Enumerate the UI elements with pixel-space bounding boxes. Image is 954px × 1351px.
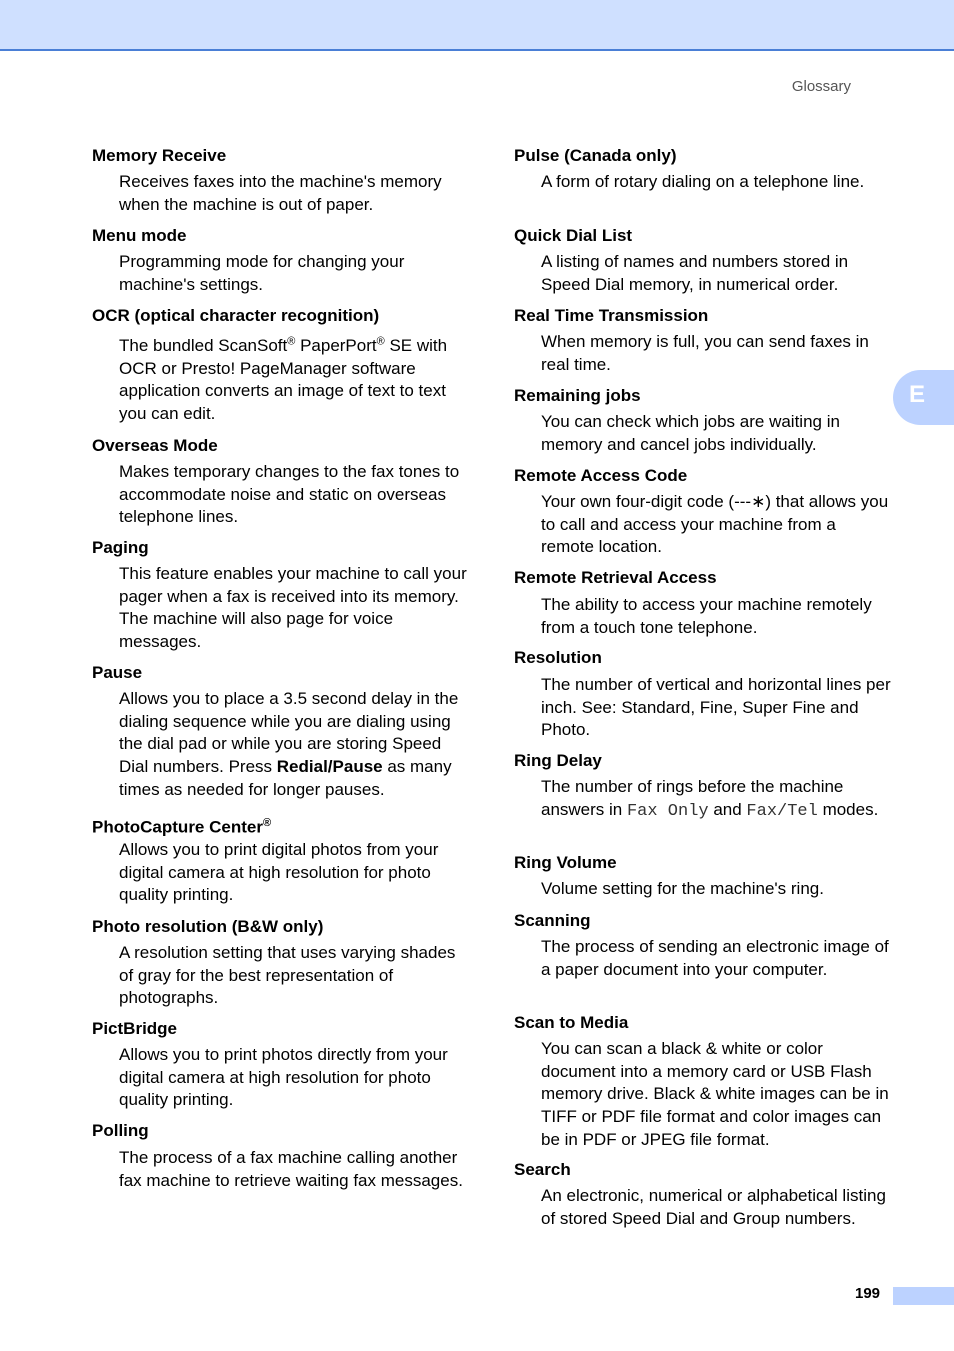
key-label-redial-pause: Redial/Pause: [276, 757, 383, 777]
glossary-term: Paging: [92, 538, 149, 557]
glossary-term: Memory Receive: [92, 146, 227, 165]
chapter-tab: [893, 370, 954, 425]
definition-text: PaperPort: [295, 336, 377, 355]
registered-mark: ®: [262, 817, 272, 829]
glossary-term: Ring Delay: [514, 751, 602, 770]
glossary-definition: The process of a fax machine calling another fax machine to retrieve waiting fax messages.: [119, 1148, 463, 1190]
definition-text: SE with OCR or Presto! PageManager software application converts an image of text to text you can edit.: [119, 336, 448, 424]
glossary-term: Pulse (Canada only): [514, 146, 677, 165]
registered-mark: ®: [376, 335, 385, 348]
glossary-definition: A form of rotary dialing on a telephone line.: [541, 172, 865, 191]
chapter-tab-letter: E: [909, 381, 926, 408]
glossary-term: OCR (optical character recognition): [92, 306, 380, 325]
section-header-label: Glossary: [791, 78, 851, 95]
top-header-band: [0, 0, 954, 51]
glossary-term: Scan to Media: [514, 1013, 629, 1032]
glossary-term: Search: [514, 1160, 571, 1179]
glossary-term: Polling: [92, 1121, 149, 1140]
glossary-definition: Programming mode for changing your machine's settings.: [119, 252, 405, 294]
glossary-term: Quick Dial List: [514, 226, 633, 245]
glossary-term: PictBridge: [92, 1019, 178, 1038]
definition-text: Allows you to place a 3.5 second delay in the dialing sequence while you are dialing using the dial pad or while you are storing Speed Dial numbers. Press: [119, 689, 459, 777]
glossary-definition: A resolution setting that uses varying shades of gray for the best representation of photographs.: [119, 943, 456, 1008]
glossary-definition: You can scan a black & white or color document into a memory card or USB Flash memory drive. Black & white images can be in TIFF or PDF file format and color images can be in PDF or JPEG file format.: [541, 1039, 889, 1149]
page-number: 199: [855, 1285, 881, 1302]
glossary-definition: When memory is full, you can send faxes in real time.: [541, 332, 869, 374]
glossary-term: Ring Volume: [514, 853, 617, 872]
glossary-definition: [119, 688, 469, 802]
glossary-definition: Allows you to print photos directly from your digital camera at high resolution for photo quality printing.: [119, 1045, 448, 1110]
glossary-term: Resolution: [514, 648, 602, 667]
term-text: PhotoCapture Center: [92, 817, 263, 837]
glossary-definition: Your own four-digit code (---∗) that allows you to call and access your machine from a remote location.: [541, 492, 889, 557]
definition-text: modes.: [817, 799, 879, 819]
glossary-term: [92, 813, 271, 838]
glossary-definition: [119, 335, 469, 426]
mode-fax-tel: Fax/Tel: [746, 801, 818, 821]
definition-text: and: [708, 799, 747, 819]
glossary-term: Menu mode: [92, 226, 187, 245]
glossary-definition: An electronic, numerical or alphabetical listing of stored Speed Dial and Group numbers.: [541, 1186, 886, 1228]
glossary-term: Remote Access Code: [514, 466, 688, 485]
glossary-definition: Volume setting for the machine's ring.: [541, 879, 824, 898]
registered-mark: ®: [287, 335, 296, 348]
glossary-term: Remote Retrieval Access: [514, 568, 717, 587]
glossary-definition: The ability to access your machine remotely from a touch tone telephone.: [541, 595, 872, 637]
glossary-term: Real Time Transmission: [514, 306, 709, 325]
glossary-term: Overseas Mode: [92, 436, 218, 455]
glossary-definition: You can check which jobs are waiting in memory and cancel jobs individually.: [541, 412, 840, 454]
definition-text: The number of rings before the machine answers in: [541, 777, 844, 819]
glossary-definition: This feature enables your machine to call your pager when a fax is received into its memory. The machine will also page for voice messages.: [119, 564, 467, 652]
page-number-bar: [893, 1287, 954, 1305]
glossary-term: Photo resolution (B&W only): [92, 917, 324, 936]
glossary-term: Remaining jobs: [514, 386, 641, 405]
mode-fax-only: Fax Only: [626, 801, 709, 821]
glossary-definition: A listing of names and numbers stored in Speed Dial memory, in numerical order.: [541, 252, 849, 294]
glossary-term: Pause: [92, 663, 143, 682]
glossary-definition: The number of vertical and horizontal lines per inch. See: Standard, Fine, Super Fine and Photo.: [541, 675, 891, 740]
glossary-definition: [541, 776, 891, 823]
definition-text: as many times as needed for longer pauses.: [119, 757, 452, 799]
glossary-definition: Allows you to print digital photos from your digital camera at high resolution for photo quality printing.: [119, 840, 439, 905]
glossary-definition: Receives faxes into the machine's memory when the machine is out of paper.: [119, 172, 442, 214]
definition-text: The bundled ScanSoft: [119, 336, 288, 355]
glossary-definition: Makes temporary changes to the fax tones to accommodate noise and static on overseas telephone lines.: [119, 462, 460, 527]
glossary-definition: The process of sending an electronic image of a paper document into your computer.: [541, 937, 889, 979]
glossary-term: Scanning: [514, 911, 591, 930]
